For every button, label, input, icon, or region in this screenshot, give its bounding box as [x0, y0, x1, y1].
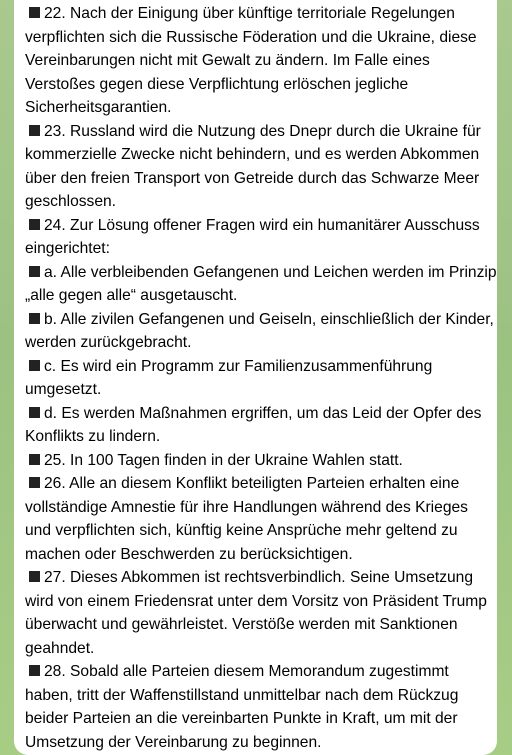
message-paragraph-23: [25, 120, 497, 214]
message-paragraph-25: [25, 449, 497, 473]
black-square-icon: [29, 266, 40, 277]
paragraph-text: a. Alle verbleibenden Gefangenen und Leichen werden im Prinzip „alle gegen alle“ ausgetauscht.: [25, 263, 497, 304]
black-square-icon: [29, 360, 40, 371]
paragraph-text: d. Es werden Maßnahmen ergriffen, um das Leid der Opfer des Konflikts zu lindern.: [25, 404, 482, 445]
paragraph-text: 25. In 100 Tagen finden in der Ukraine Wahlen statt.: [44, 451, 403, 469]
black-square-icon: [29, 407, 40, 418]
black-square-icon: [29, 125, 40, 136]
paragraph-text: c. Es wird ein Programm zur Familienzusammenführung umgesetzt.: [25, 357, 433, 398]
black-square-icon: [29, 313, 40, 324]
black-square-icon: [29, 477, 40, 488]
paragraph-text: 24. Zur Lösung offener Fragen wird ein humanitärer Ausschuss eingerichtet:: [25, 216, 480, 257]
message-paragraph-24a: [25, 261, 497, 308]
message-paragraph-24b: [25, 308, 497, 355]
paragraph-text: 28. Sobald alle Parteien diesem Memorandum zugestimmt haben, tritt der Waffenstillstand unmittelbar nach dem Rückzug beider Parteien an die vereinbarten Punkte in Kraft, um mit der Umsetzung der Vereinbarung zu beginnen.: [25, 663, 459, 751]
paragraph-text: 27. Dieses Abkommen ist rechtsverbindlich. Seine Umsetzung wird von einem Friedensrat unter dem Vorsitz von Präsident Trump überwacht und gewährleistet. Verstöße werden mit Sanktionen geahndet.: [25, 569, 487, 657]
message-bubble[interactable]: [14, 0, 497, 755]
paragraph-text: 26. Alle an diesem Konflikt beteiligten Parteien erhalten eine vollständige Amnestie für ihre Handlungen während des Krieges und verpflichten sich, künftig keine Ansprüche mehr geltend zu machen oder Beschwerden zu berücksichtigen.: [25, 475, 468, 563]
message-paragraph-24: [25, 214, 497, 261]
paragraph-text: 22. Nach der Einigung über künftige territoriale Regelungen verpflichten sich die Russische Föderation und die Ukraine, diese Vereinbarungen nicht mit Gewalt zu ändern. Im Falle eines Verstoßes gegen diese Verpflichtung erlöschen jegliche Sicherheitsgarantien.: [25, 5, 477, 116]
black-square-icon: [29, 454, 40, 465]
paragraph-text: 23. Russland wird die Nutzung des Dnepr durch die Ukraine für kommerzielle Zwecke nicht behindern, und es werden Abkommen über den freien Transport von Getreide durch das Schwarze Meer geschlossen.: [25, 122, 481, 210]
black-square-icon: [29, 571, 40, 582]
message-paragraph-24d: [25, 402, 497, 449]
black-square-icon: [29, 219, 40, 230]
black-square-icon: [29, 7, 40, 18]
message-paragraph-26: [25, 472, 497, 566]
message-paragraph-27: [25, 566, 497, 660]
message-paragraph-22: [25, 2, 497, 120]
message-paragraph-28: [25, 660, 497, 754]
black-square-icon: [29, 665, 40, 676]
paragraph-text: b. Alle zivilen Gefangenen und Geiseln, einschließlich der Kinder, werden zurückgebracht.: [25, 310, 494, 351]
message-paragraph-24c: [25, 355, 497, 402]
